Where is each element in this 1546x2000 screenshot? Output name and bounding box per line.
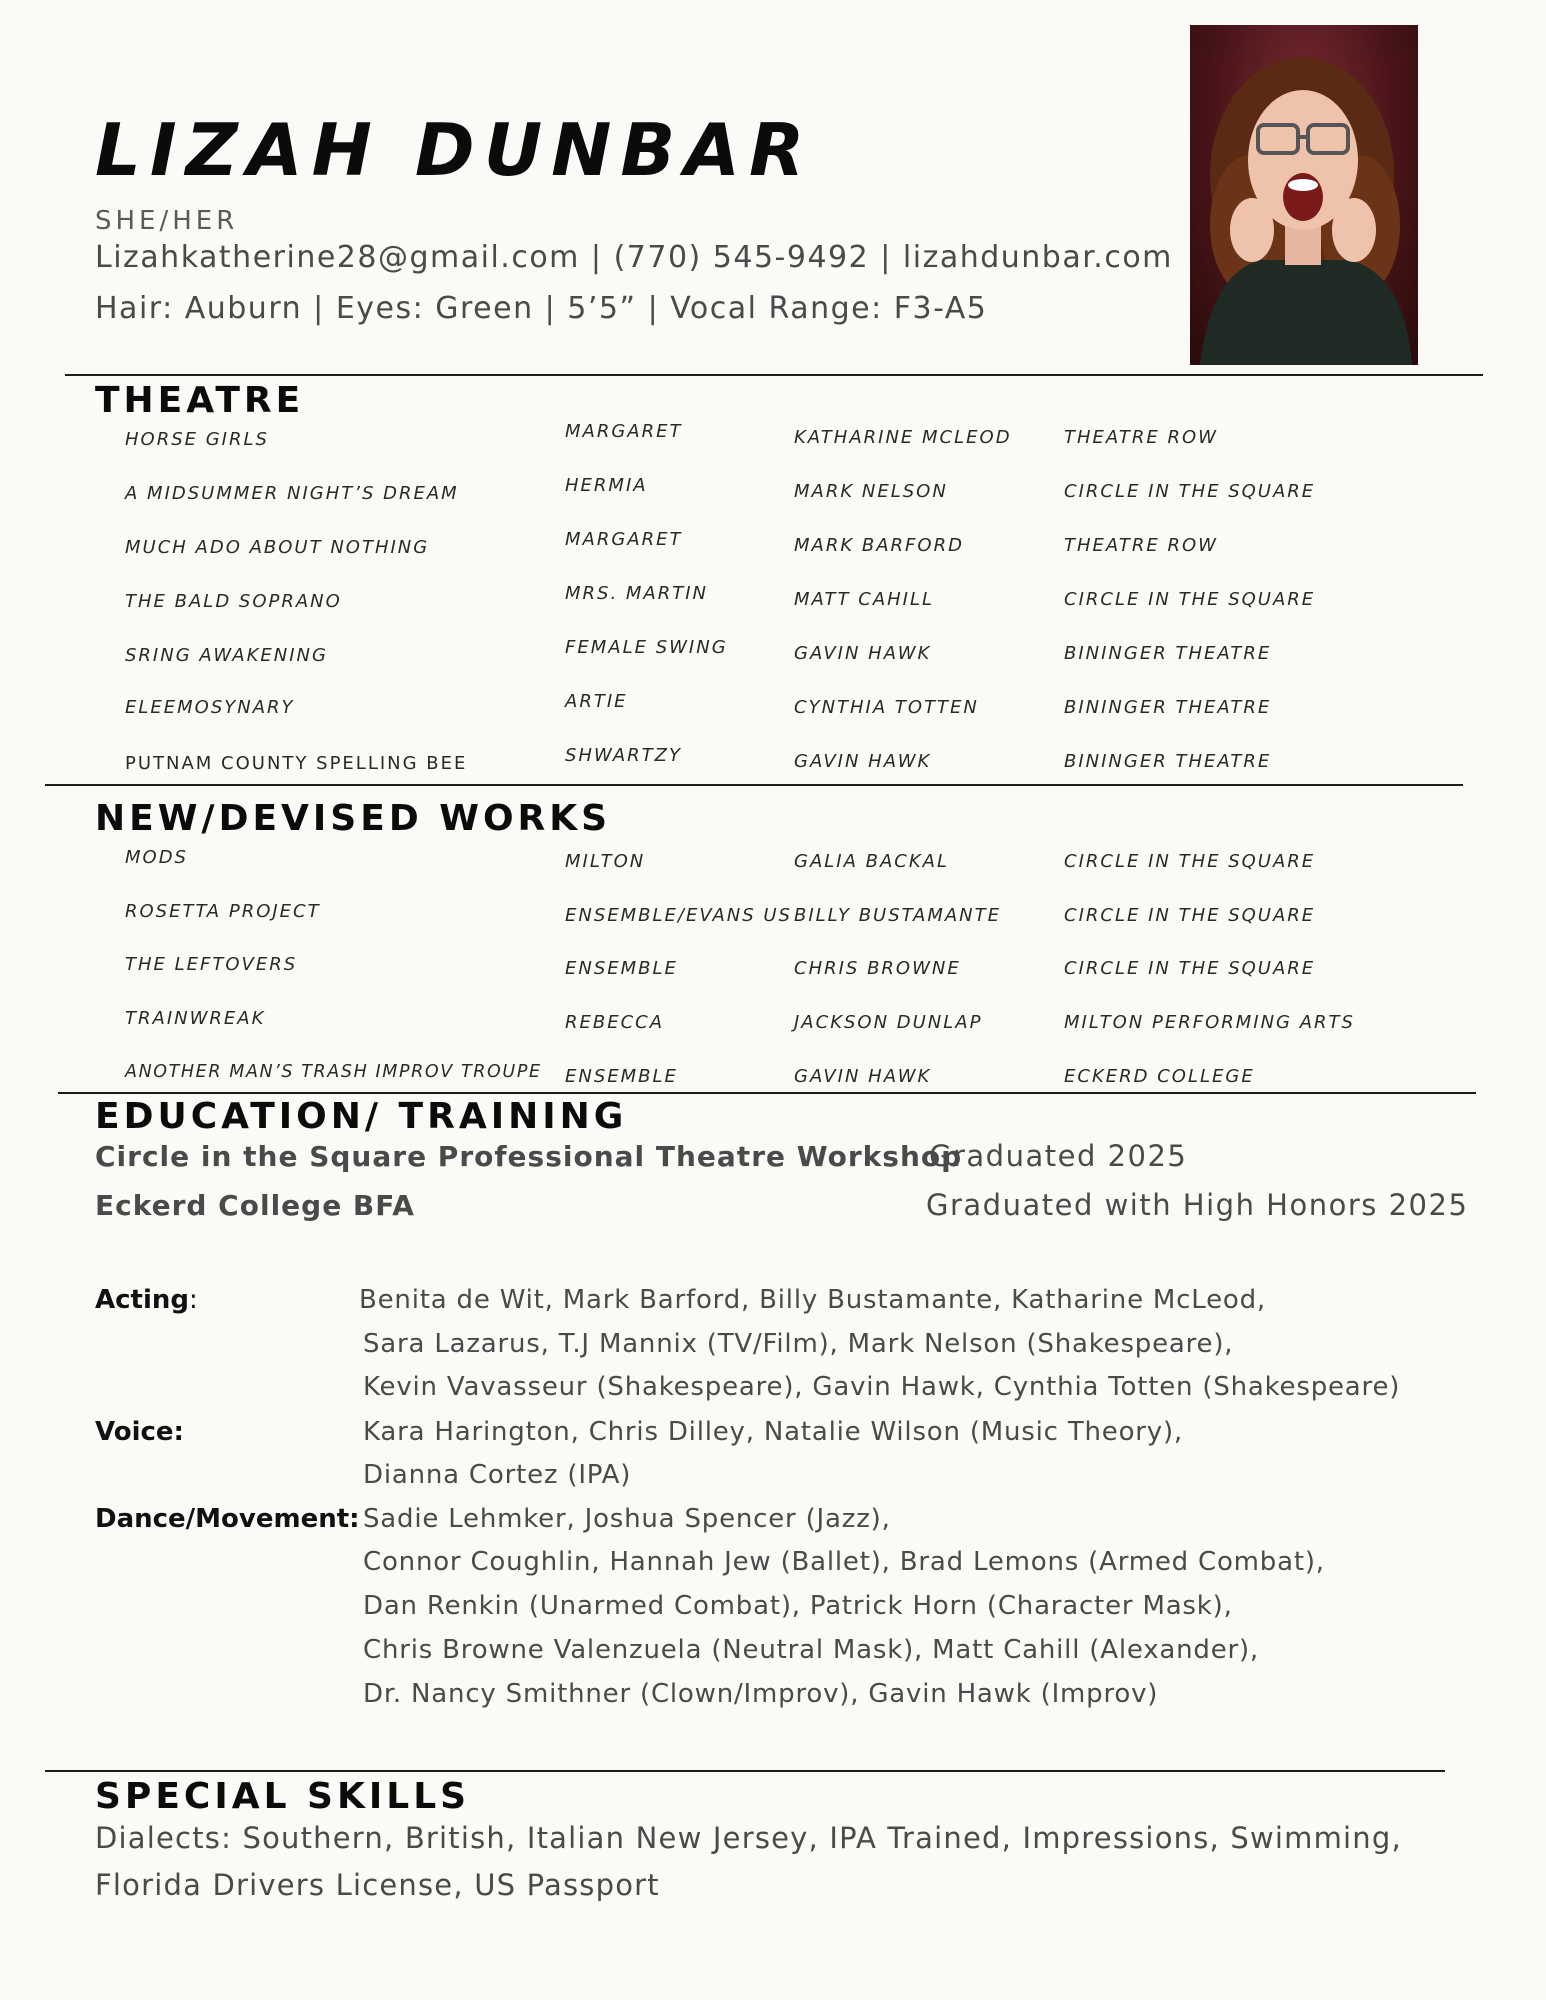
credit-venue: BININGER THEATRE bbox=[1064, 751, 1272, 772]
credit-role: ENSEMBLE bbox=[565, 1066, 678, 1087]
training-label-acting bbox=[95, 1285, 198, 1315]
divider-new-works bbox=[58, 1092, 1476, 1094]
school-name: Circle in the Square Professional Theatre Workshop bbox=[95, 1140, 963, 1173]
credit-role: SHWARTZY bbox=[565, 745, 683, 766]
credit-show: MODS bbox=[125, 847, 188, 868]
training-line: Chris Browne Valenzuela (Neutral Mask), Matt Cahill (Alexander), bbox=[363, 1635, 1259, 1665]
training-label-colon: : bbox=[189, 1285, 198, 1315]
credit-row bbox=[0, 901, 1546, 945]
credit-show: ANOTHER MAN’S TRASH IMPROV TROUPE bbox=[125, 1062, 542, 1082]
credit-director: JACKSON DUNLAP bbox=[794, 1012, 983, 1033]
credit-venue: BININGER THEATRE bbox=[1064, 643, 1272, 664]
credit-director: MARK NELSON bbox=[794, 481, 948, 502]
credit-role: ARTIE bbox=[565, 691, 628, 712]
credit-show: THE LEFTOVERS bbox=[125, 954, 298, 975]
credit-role: MARGARET bbox=[565, 529, 683, 550]
credit-venue: THEATRE ROW bbox=[1064, 427, 1218, 448]
school-date: Graduated 2025 bbox=[929, 1139, 1188, 1173]
credit-role: MARGARET bbox=[565, 421, 683, 442]
headshot-illustration bbox=[1190, 25, 1418, 365]
credit-director: CHRIS BROWNE bbox=[794, 958, 961, 979]
credit-director: CYNTHIA TOTTEN bbox=[794, 697, 979, 718]
credit-row bbox=[0, 421, 1546, 467]
section-title-special-skills: SPECIAL SKILLS bbox=[95, 1776, 471, 1817]
credit-venue: BININGER THEATRE bbox=[1064, 697, 1272, 718]
divider-header bbox=[65, 374, 1483, 376]
training-line: Kevin Vavasseur (Shakespeare), Gavin Hawk, Cynthia Totten (Shakespeare) bbox=[363, 1372, 1401, 1402]
credit-venue: ECKERD COLLEGE bbox=[1064, 1066, 1255, 1087]
credit-venue: CIRCLE IN THE SQUARE bbox=[1064, 905, 1316, 926]
credit-show: HORSE GIRLS bbox=[125, 429, 269, 450]
credit-row bbox=[0, 847, 1546, 891]
training-line: Dianna Cortez (IPA) bbox=[363, 1460, 632, 1490]
credit-director: BILLY BUSTAMANTE bbox=[794, 905, 1001, 926]
credit-role: ENSEMBLE bbox=[565, 958, 678, 979]
training-line: Connor Coughlin, Hannah Jew (Ballet), Brad Lemons (Armed Combat), bbox=[363, 1547, 1325, 1577]
credit-venue: CIRCLE IN THE SQUARE bbox=[1064, 481, 1316, 502]
training-line: Kara Harington, Chris Dilley, Natalie Wilson (Music Theory), bbox=[363, 1417, 1183, 1447]
credit-row bbox=[0, 475, 1546, 521]
training-label-text: Acting bbox=[95, 1285, 189, 1315]
special-skills-text: Dialects: Southern, British, Italian New Jersey, IPA Trained, Impressions, Swimming, Florida Drivers License, US Passport bbox=[95, 1821, 1402, 1902]
section-title-education: EDUCATION/ TRAINING bbox=[95, 1096, 628, 1137]
credit-show: PUTNAM COUNTY SPELLING BEE bbox=[125, 753, 468, 774]
credit-show: SRING AWAKENING bbox=[125, 645, 328, 666]
credit-role: REBECCA bbox=[565, 1012, 665, 1033]
credit-row bbox=[0, 529, 1546, 575]
credit-show: MUCH ADO ABOUT NOTHING bbox=[125, 537, 430, 558]
credit-row bbox=[0, 1008, 1546, 1052]
divider-theatre bbox=[45, 784, 1463, 786]
credit-venue: CIRCLE IN THE SQUARE bbox=[1064, 851, 1316, 872]
credit-show: THE BALD SOPRANO bbox=[125, 591, 342, 612]
credit-venue: CIRCLE IN THE SQUARE bbox=[1064, 589, 1316, 610]
credit-show: ROSETTA PROJECT bbox=[125, 901, 321, 922]
divider-education bbox=[45, 1770, 1445, 1772]
credit-row bbox=[0, 691, 1546, 737]
training-line: Sara Lazarus, T.J Mannix (TV/Film), Mark Nelson (Shakespeare), bbox=[363, 1329, 1234, 1359]
school-name: Eckerd College BFA bbox=[95, 1189, 415, 1222]
credit-director: GAVIN HAWK bbox=[794, 1066, 932, 1087]
credit-venue: CIRCLE IN THE SQUARE bbox=[1064, 958, 1316, 979]
credit-show: ELEEMOSYNARY bbox=[125, 697, 295, 718]
credit-role: MRS. MARTIN bbox=[565, 583, 709, 604]
training-label-voice: Voice: bbox=[95, 1417, 184, 1447]
credit-row bbox=[0, 583, 1546, 629]
credit-row bbox=[0, 637, 1546, 683]
training-line: Dan Renkin (Unarmed Combat), Patrick Horn (Character Mask), bbox=[363, 1591, 1233, 1621]
section-title-theatre: THEATRE bbox=[95, 380, 305, 421]
credit-venue: MILTON PERFORMING ARTS bbox=[1064, 1012, 1355, 1033]
training-label-dance: Dance/Movement: bbox=[95, 1504, 360, 1534]
training-line: Sadie Lehmker, Joshua Spencer (Jazz), bbox=[363, 1504, 891, 1534]
credit-row bbox=[0, 954, 1546, 998]
training-line: Dr. Nancy Smithner (Clown/Improv), Gavin Hawk (Improv) bbox=[363, 1679, 1159, 1709]
credit-role: MILTON bbox=[565, 851, 646, 872]
credit-director: GAVIN HAWK bbox=[794, 751, 932, 772]
training-line: Benita de Wit, Mark Barford, Billy Bustamante, Katharine McLeod, bbox=[359, 1285, 1266, 1315]
credit-show: TRAINWREAK bbox=[125, 1008, 266, 1029]
section-title-new-works: NEW/DEVISED WORKS bbox=[95, 798, 612, 839]
credit-role: ENSEMBLE/EVANS US bbox=[565, 905, 792, 926]
credit-show: A MIDSUMMER NIGHT’S DREAM bbox=[125, 483, 459, 504]
credit-role: HERMIA bbox=[565, 475, 648, 496]
actor-name: LIZAH DUNBAR bbox=[95, 108, 814, 192]
credit-director: MARK BARFORD bbox=[794, 535, 964, 556]
contact-info: Lizahkatherine28@gmail.com | (770) 545-9492 | lizahdunbar.com bbox=[95, 240, 1173, 275]
pronouns: SHE/HER bbox=[95, 206, 239, 236]
credit-director: KATHARINE MCLEOD bbox=[794, 427, 1012, 448]
headshot-photo bbox=[1190, 25, 1418, 365]
credit-director: GALIA BACKAL bbox=[794, 851, 950, 872]
credit-role: FEMALE SWING bbox=[565, 637, 728, 658]
credit-director: MATT CAHILL bbox=[794, 589, 935, 610]
credit-director: GAVIN HAWK bbox=[794, 643, 932, 664]
school-date: Graduated with High Honors 2025 bbox=[926, 1188, 1469, 1222]
credit-venue: THEATRE ROW bbox=[1064, 535, 1218, 556]
physical-stats: Hair: Auburn | Eyes: Green | 5’5” | Vocal Range: F3-A5 bbox=[95, 291, 988, 326]
